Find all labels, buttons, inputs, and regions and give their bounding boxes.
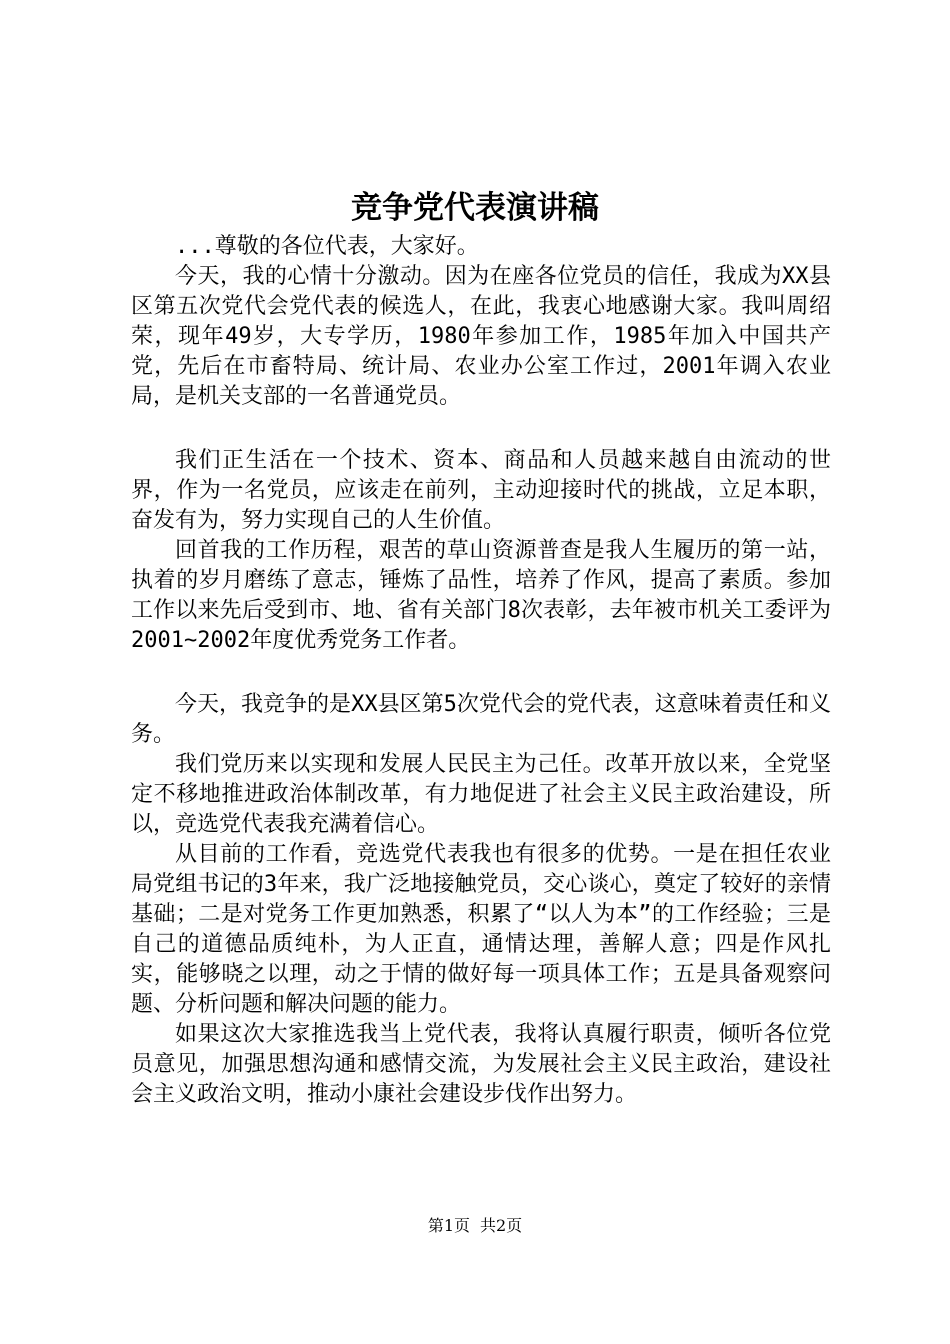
document-title: 竞争党代表演讲稿 [351, 190, 599, 226]
world-paragraph: 我们正生活在一个技术、资本、商品和人员越来越自由流动的世界，作为一名党员，应该走在前列，主动迎接时代的挑战，立足本职，奋发有为，努力实现自己的人生价值。 [131, 448, 831, 533]
greeting-paragraph: ...尊敬的各位代表，大家好。 [175, 234, 479, 259]
paragraph-spacer [131, 656, 831, 690]
advantages-paragraph: 从目前的工作看，竞选党代表我也有很多的优势。一是在担任农业局党组书记的3年来，我广泛地接触党员，交心谈心，奠定了较好的亲情基础；二是对党务工作更加熟悉，积累了“以人为本”的工作经验；三是自己的道德品质纯朴，为人正直，通情达理，善解人意；四是作风扎实，能够晓之以理，动之于情的做好每一项具体工作；五是具备观察问题、分析问题和解决问题的能力。 [131, 842, 831, 1017]
page-footer [0, 1216, 950, 1236]
pledge-paragraph: 如果这次大家推选我当上党代表，我将认真履行职责，倾听各位党员意见，加强思想沟通和感情交流，为发展社会主义民主政治，建设社会主义政治文明，推动小康社会建设步伐作出努力。 [131, 1022, 831, 1107]
page-number: 第1页 [427, 1216, 470, 1235]
candidacy-paragraph: 今天，我竞争的是XX县区第5次党代会的党代表，这意味着责任和义务。 [131, 692, 831, 747]
document-body [131, 232, 831, 1110]
history-paragraph: 回首我的工作历程，艰苦的草山资源普查是我人生履历的第一站，执着的岁月磨练了意志，锤炼了品性，培养了作风，提高了素质。参加工作以来先后受到市、地、省有关部门8次表彰，去年被市机关工委评为2001~2002年度优秀党务工作者。 [131, 538, 831, 653]
page-total: 共2页 [480, 1216, 523, 1235]
intro-paragraph: 今天，我的心情十分激动。因为在座各位党员的信任，我成为XX县区第五次党代会党代表的候选人，在此，我衷心地感谢大家。我叫周绍荣，现年49岁，大专学历，1980年参加工作，1985年加入中国共产党，先后在市畜特局、统计局、农业办公室工作过，2001年调入农业局，是机关支部的一名普通党员。 [131, 264, 831, 409]
democracy-paragraph: 我们党历来以实现和发展人民民主为己任。改革开放以来，全党坚定不移地推进政治体制改革，有力地促进了社会主义民主政治建设，所以，竞选党代表我充满着信心。 [131, 752, 831, 837]
paragraph-spacer [131, 412, 831, 446]
